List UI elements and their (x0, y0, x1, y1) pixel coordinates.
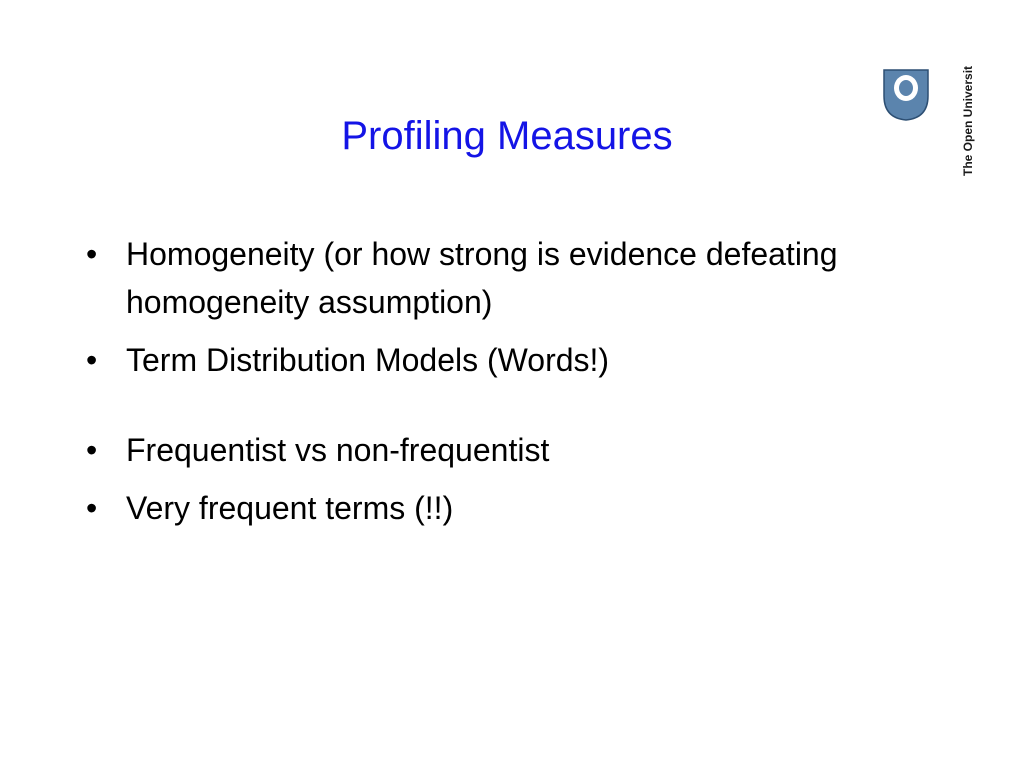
open-university-logo (882, 66, 982, 186)
bullet-item (84, 336, 964, 384)
bullet-item (84, 484, 964, 532)
bullet-marker: • (86, 342, 98, 378)
bullet-marker: • (86, 236, 98, 272)
bullet-text: Frequentist vs non-frequentist (126, 432, 550, 468)
logo-text: The Open University (961, 66, 975, 176)
bullet-marker: • (86, 432, 98, 468)
bullet-text: Homogeneity (or how strong is evidence defeating homogeneity assumption) (126, 236, 838, 320)
bullet-text: Term Distribution Models (Words!) (126, 342, 610, 378)
slide-title: Profiling Measures (341, 114, 673, 158)
bullet-list (84, 230, 964, 542)
bullet-item (84, 426, 964, 474)
bullet-text: Very frequent terms (!!) (126, 490, 454, 526)
bullet-marker: • (86, 490, 98, 526)
bullet-item (84, 230, 964, 326)
open-university-shield-icon (882, 66, 982, 186)
